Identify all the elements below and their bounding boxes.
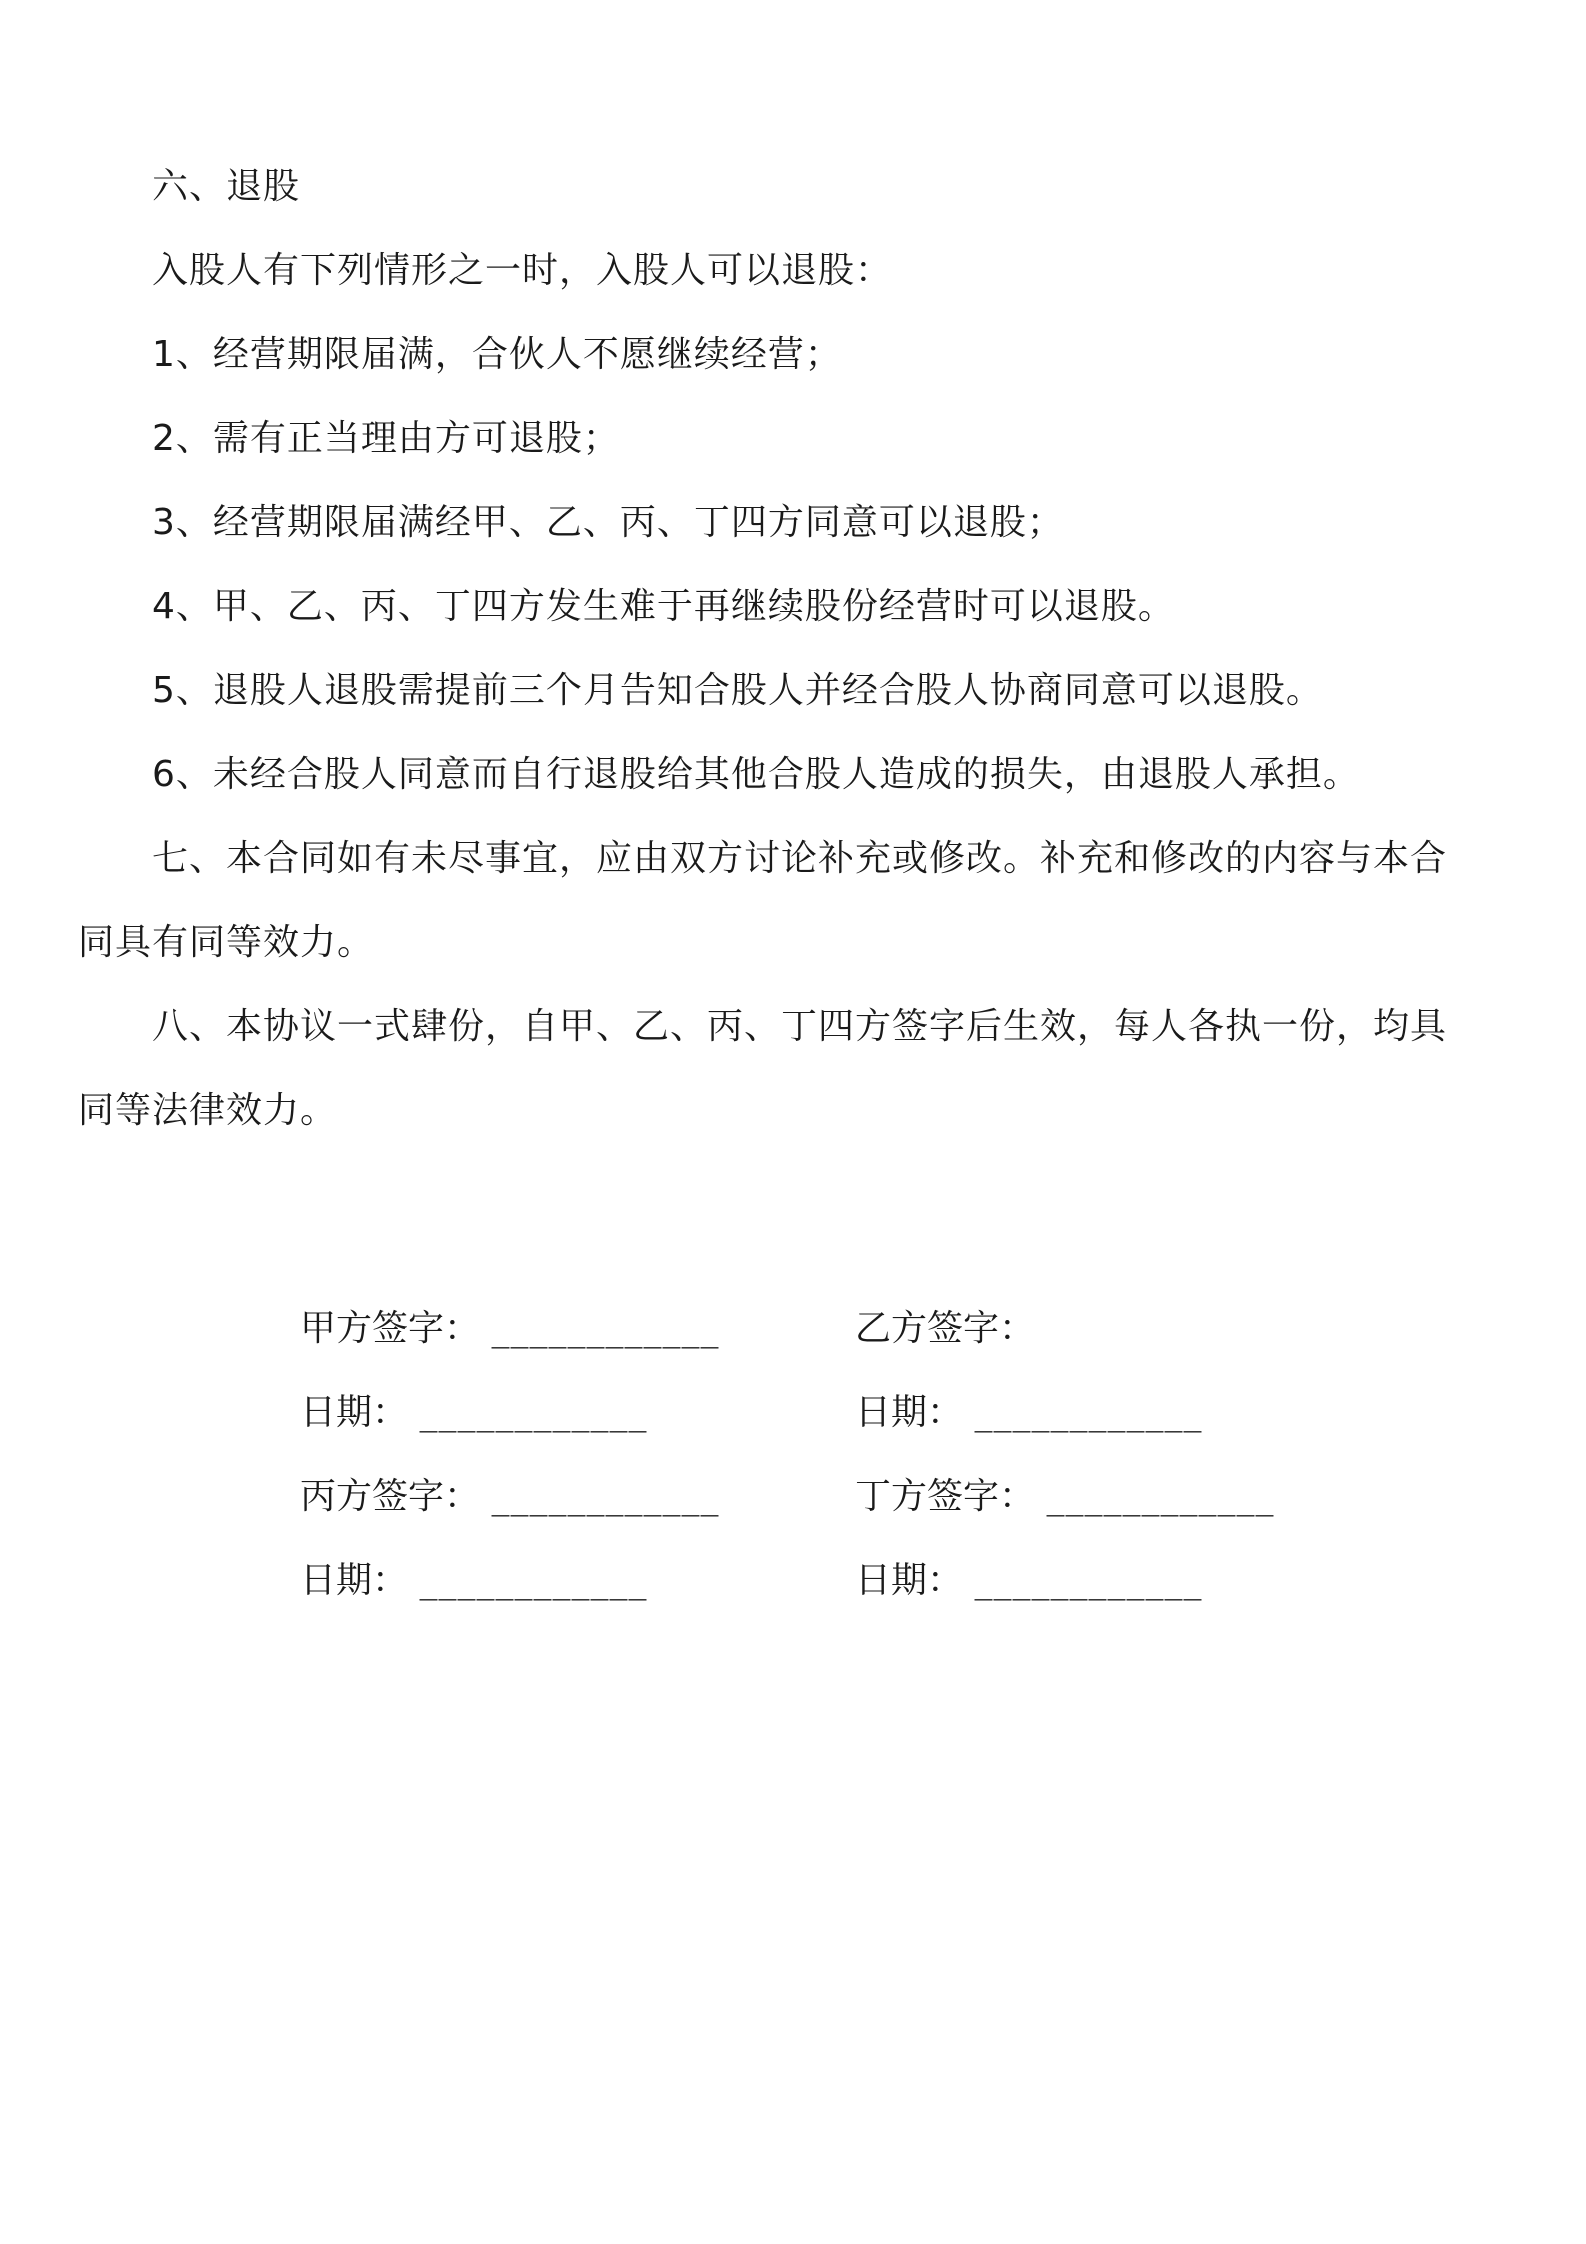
intro-text: 入股人有下列情形之一时，入股人可以退股： <box>152 250 893 291</box>
party-a-date <box>300 1389 647 1437</box>
date-line[interactable]: ____________ <box>419 1392 648 1433</box>
section-six-heading: 六、退股 <box>152 166 301 207</box>
section-eight-text <box>78 985 1452 1153</box>
section-seven-body: 七、本合同如有未尽事宜，应由双方讨论补充或修改。补充和修改的内容与本合同具有同等效力。 <box>78 838 1448 963</box>
party-c-label: 丙方签字： <box>300 1476 481 1517</box>
party-a-signature-line[interactable]: ____________ <box>491 1308 720 1349</box>
section-seven-text <box>78 817 1452 985</box>
party-c-date <box>300 1557 647 1605</box>
list-item: 5、退股人退股需提前三个月告知合股人并经合股人协商同意可以退股。 <box>152 670 1323 711</box>
list-item: 4、甲、乙、丙、丁四方发生难于再继续股份经营时可以退股。 <box>152 586 1175 627</box>
party-d-date <box>855 1557 1202 1605</box>
party-a-signature <box>300 1305 719 1353</box>
party-d-label: 丁方签字： <box>855 1476 1036 1517</box>
section-eight-body: 八、本协议一式肆份，自甲、乙、丙、丁四方签字后生效，每人各执一份，均具同等法律效力。 <box>78 1006 1448 1131</box>
list-item: 2、需有正当理由方可退股； <box>152 418 620 459</box>
date-label: 日期： <box>855 1560 964 1601</box>
date-line[interactable]: ____________ <box>419 1560 648 1601</box>
party-b-signature <box>855 1305 1035 1353</box>
party-a-label: 甲方签字： <box>300 1308 481 1349</box>
date-label: 日期： <box>300 1392 409 1433</box>
party-c-signature-line[interactable]: ____________ <box>491 1476 720 1517</box>
party-c-signature <box>300 1473 719 1521</box>
date-label: 日期： <box>855 1392 964 1433</box>
list-item: 1、经营期限届满，合伙人不愿继续经营； <box>152 334 842 375</box>
party-b-date <box>855 1389 1202 1437</box>
date-line[interactable]: ____________ <box>974 1560 1203 1601</box>
list-item: 6、未经合股人同意而自行退股给其他合股人造成的损失，由退股人承担。 <box>152 754 1360 795</box>
party-d-signature-line[interactable]: ____________ <box>1046 1476 1275 1517</box>
date-label: 日期： <box>300 1560 409 1601</box>
list-item: 3、经营期限届满经甲、乙、丙、丁四方同意可以退股； <box>152 502 1064 543</box>
party-b-label: 乙方签字： <box>855 1308 1036 1349</box>
party-d-signature <box>855 1473 1274 1521</box>
date-line[interactable]: ____________ <box>974 1392 1203 1433</box>
